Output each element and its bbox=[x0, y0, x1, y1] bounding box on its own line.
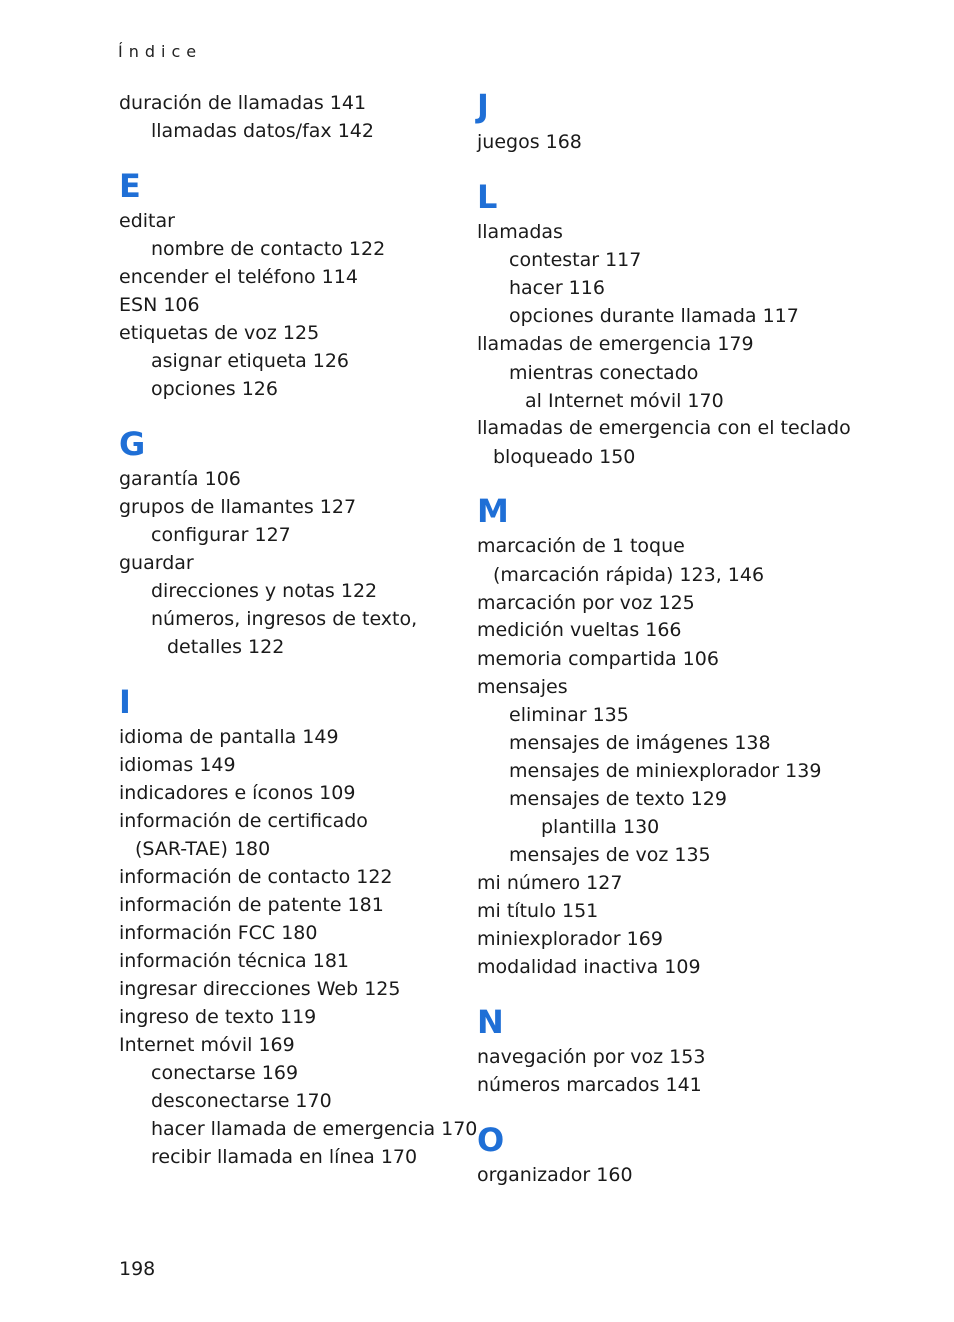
section-letter-g: G bbox=[119, 425, 146, 463]
index-entry: medición vueltas 166 bbox=[477, 619, 682, 641]
index-entry: números marcados 141 bbox=[477, 1074, 702, 1096]
page-number: 198 bbox=[119, 1258, 156, 1280]
index-entry: Internet móvil 169 bbox=[119, 1034, 295, 1056]
index-subentry: contestar 117 bbox=[509, 249, 642, 271]
index-subentry: opciones durante llamada 117 bbox=[509, 305, 799, 327]
section-letter-j: J bbox=[477, 87, 489, 125]
index-entry: duración de llamadas 141 bbox=[119, 92, 367, 114]
index-subentry: eliminar 135 bbox=[509, 704, 629, 726]
index-entry: indicadores e íconos 109 bbox=[119, 782, 356, 804]
index-subentry: mensajes de imágenes 138 bbox=[509, 732, 771, 754]
index-subentry: direcciones y notas 122 bbox=[151, 580, 378, 602]
index-entry: navegación por voz 153 bbox=[477, 1046, 706, 1068]
index-entry-continuation: (marcación rápida) 123, 146 bbox=[493, 564, 765, 586]
section-letter-e: E bbox=[119, 167, 141, 205]
index-entry: juegos 168 bbox=[477, 131, 582, 153]
index-subentry: opciones 126 bbox=[151, 378, 278, 400]
index-subentry: mensajes de miniexplorador 139 bbox=[509, 760, 822, 782]
index-entry: marcación por voz 125 bbox=[477, 592, 695, 614]
index-entry: editar bbox=[119, 210, 175, 232]
index-entry: llamadas bbox=[477, 221, 563, 243]
index-subentry: asignar etiqueta 126 bbox=[151, 350, 350, 372]
section-letter-n: N bbox=[477, 1003, 504, 1041]
index-subsubentry: plantilla 130 bbox=[541, 816, 660, 838]
index-subentry-continuation: detalles 122 bbox=[167, 636, 285, 658]
index-subentry: hacer 116 bbox=[509, 277, 605, 299]
index-entry: información FCC 180 bbox=[119, 922, 318, 944]
index-entry: etiquetas de voz 125 bbox=[119, 322, 320, 344]
index-entry: organizador 160 bbox=[477, 1164, 633, 1186]
index-entry: ESN 106 bbox=[119, 294, 200, 316]
index-subentry: mientras conectado bbox=[509, 362, 699, 384]
index-entry: mi título 151 bbox=[477, 900, 599, 922]
index-subentry: llamadas datos/fax 142 bbox=[151, 120, 374, 142]
index-entry: ingresar direcciones Web 125 bbox=[119, 978, 401, 1000]
index-entry: información de certificado bbox=[119, 810, 368, 832]
index-entry: información técnica 181 bbox=[119, 950, 349, 972]
index-subentry: mensajes de texto 129 bbox=[509, 788, 727, 810]
index-entry: idioma de pantalla 149 bbox=[119, 726, 339, 748]
index-subentry: hacer llamada de emergencia 170 bbox=[151, 1118, 478, 1140]
index-entry: mi número 127 bbox=[477, 872, 623, 894]
index-subentry: conectarse 169 bbox=[151, 1062, 299, 1084]
index-entry: encender el teléfono 114 bbox=[119, 266, 358, 288]
index-entry: llamadas de emergencia con el teclado bbox=[477, 417, 851, 439]
section-letter-i: I bbox=[119, 683, 131, 721]
index-subentry: números, ingresos de texto, bbox=[151, 608, 418, 630]
index-entry: ingreso de texto 119 bbox=[119, 1006, 317, 1028]
index-entry: idiomas 149 bbox=[119, 754, 236, 776]
page-header-title: Índice bbox=[118, 42, 203, 61]
index-subentry: mensajes de voz 135 bbox=[509, 844, 711, 866]
index-subentry: recibir llamada en línea 170 bbox=[151, 1146, 418, 1168]
index-entry: información de patente 181 bbox=[119, 894, 384, 916]
index-entry-continuation: (SAR-TAE) 180 bbox=[135, 838, 271, 860]
index-subentry: configurar 127 bbox=[151, 524, 291, 546]
index-entry-continuation: bloqueado 150 bbox=[493, 446, 636, 468]
index-subentry: desconectarse 170 bbox=[151, 1090, 332, 1112]
index-entry: miniexplorador 169 bbox=[477, 928, 663, 950]
section-letter-o: O bbox=[477, 1121, 505, 1159]
index-entry: garantía 106 bbox=[119, 468, 241, 490]
index-subentry-continuation: al Internet móvil 170 bbox=[525, 390, 724, 412]
index-entry: modalidad inactiva 109 bbox=[477, 956, 701, 978]
index-entry: guardar bbox=[119, 552, 194, 574]
index-entry: grupos de llamantes 127 bbox=[119, 496, 357, 518]
index-entry: marcación de 1 toque bbox=[477, 535, 685, 557]
section-letter-l: L bbox=[477, 178, 498, 216]
index-subentry: nombre de contacto 122 bbox=[151, 238, 386, 260]
section-letter-m: M bbox=[477, 492, 509, 530]
index-entry: mensajes bbox=[477, 676, 568, 698]
index-entry: memoria compartida 106 bbox=[477, 648, 719, 670]
index-entry: información de contacto 122 bbox=[119, 866, 393, 888]
index-entry: llamadas de emergencia 179 bbox=[477, 333, 754, 355]
